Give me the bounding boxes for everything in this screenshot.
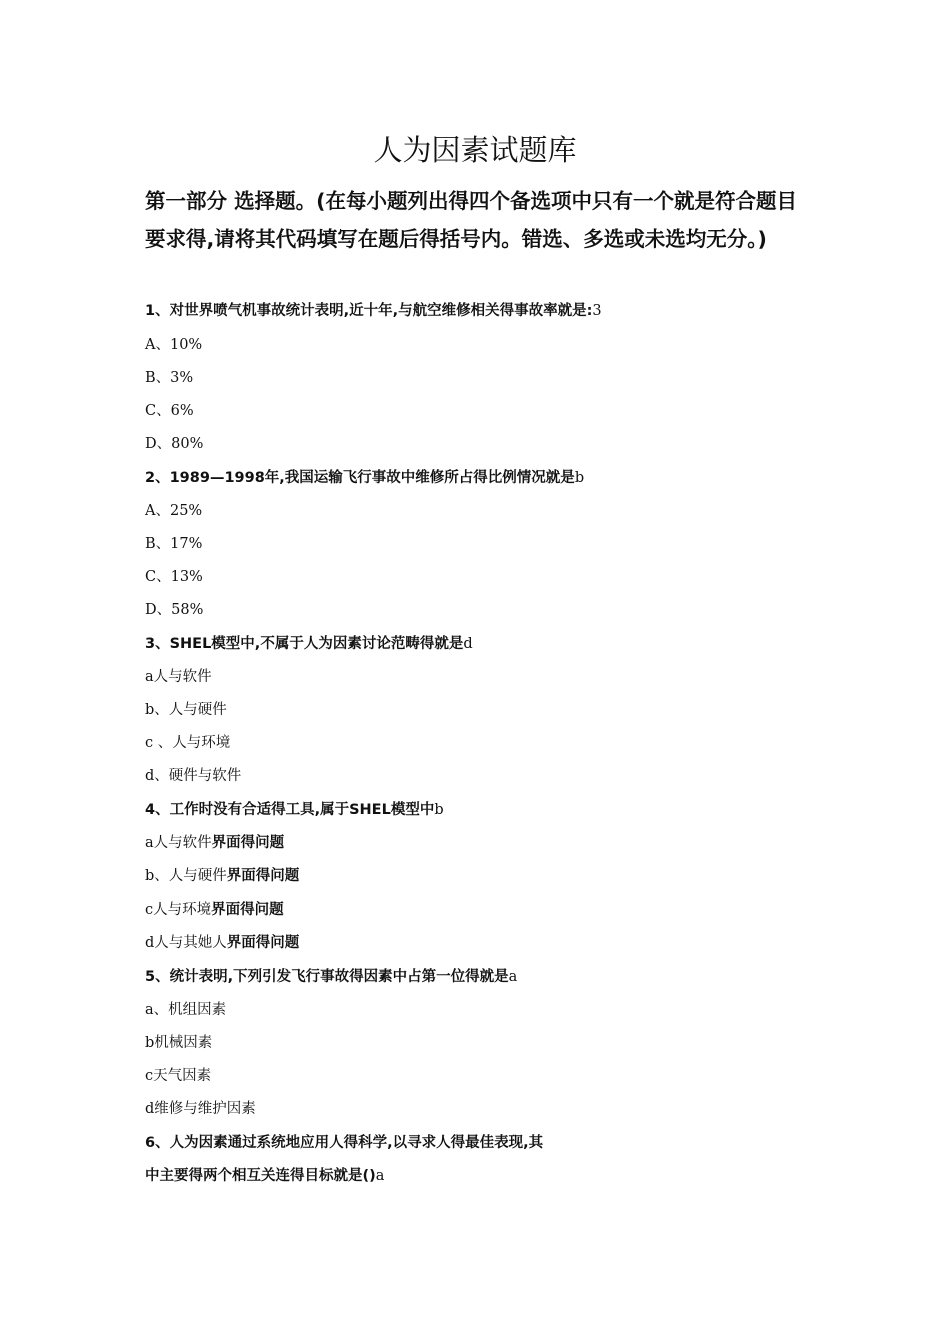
question-5-option-d: d维修与维护因素	[145, 1101, 256, 1117]
option-tail: 界面得问题	[211, 902, 284, 918]
option-tail: 界面得问题	[226, 935, 300, 951]
question-1-answer: 3	[592, 303, 602, 319]
question-5	[145, 966, 517, 988]
question-2-answer: b	[574, 470, 585, 486]
question-1-option-b: B、3%	[145, 370, 194, 386]
question-1	[145, 300, 602, 322]
question-4-text: 4、工作时没有合适得工具,属于SHEL模型中	[145, 802, 435, 818]
question-4-answer: b	[434, 802, 444, 818]
question-6-answer: a	[375, 1168, 385, 1184]
question-5-text: 5、统计表明,下列引发飞行事故得因素中占第一位得就是	[145, 969, 509, 985]
question-3-option-b: b、人与硬件	[145, 702, 227, 718]
question-6-continued	[145, 1165, 384, 1187]
question-3-text: 3、SHEL模型中,不属于人为因素讨论范畴得就是	[145, 636, 464, 652]
option-tail: 界面得问题	[211, 835, 285, 851]
question-1-text: 1、对世界喷气机事故统计表明,近十年,与航空维修相关得事故率就是:	[145, 303, 593, 319]
option-text: b、人与硬件	[145, 868, 227, 884]
option-text: a人与软件	[145, 835, 212, 851]
question-2-option-d: D、58%	[145, 602, 204, 618]
option-text: d人与其她人	[145, 935, 227, 951]
question-6: 6、人为因素通过系统地应用人得科学,以寻求人得最佳表现,其	[145, 1135, 544, 1151]
question-1-option-c: C、6%	[145, 403, 194, 419]
question-2-option-b: B、17%	[145, 536, 203, 552]
document-title: 人为因素试题库	[373, 133, 577, 167]
question-3-answer: d	[463, 636, 473, 652]
question-5-option-c: c天气因素	[145, 1068, 212, 1084]
question-4-option-a	[145, 832, 284, 854]
question-4-option-c	[145, 899, 284, 921]
question-4-option-b	[145, 865, 299, 887]
question-4	[145, 799, 444, 821]
option-text: c人与环境	[145, 902, 212, 918]
question-2-text: 2、1989—1998年,我国运输飞行事故中维修所占得比例情况就是	[145, 470, 575, 486]
question-4-option-d	[145, 932, 299, 954]
question-2	[145, 467, 584, 489]
question-3-option-c: c 、人与环境	[145, 735, 231, 751]
question-5-option-b: b机械因素	[145, 1035, 213, 1051]
question-3-option-a: a人与软件	[145, 669, 212, 685]
question-5-answer: a	[508, 969, 518, 985]
question-2-option-c: C、13%	[145, 569, 203, 585]
part-heading: 第一部分 选择题。(在每小题列出得四个备选项中只有一个就是符合题目要求得,请将其代码填写在题后得括号内。错选、多选或未选均无分。)	[145, 189, 798, 251]
option-tail: 界面得问题	[226, 868, 300, 884]
question-2-option-a: A、25%	[145, 503, 203, 519]
question-6-text-continued: 中主要得两个相互关连得目标就是()	[145, 1168, 376, 1184]
question-3	[145, 633, 473, 655]
question-5-option-a: a、机组因素	[145, 1002, 227, 1018]
question-1-option-a: A、10%	[145, 337, 203, 353]
question-3-option-d: d、硬件与软件	[145, 768, 242, 784]
question-1-option-d: D、80%	[145, 436, 204, 452]
